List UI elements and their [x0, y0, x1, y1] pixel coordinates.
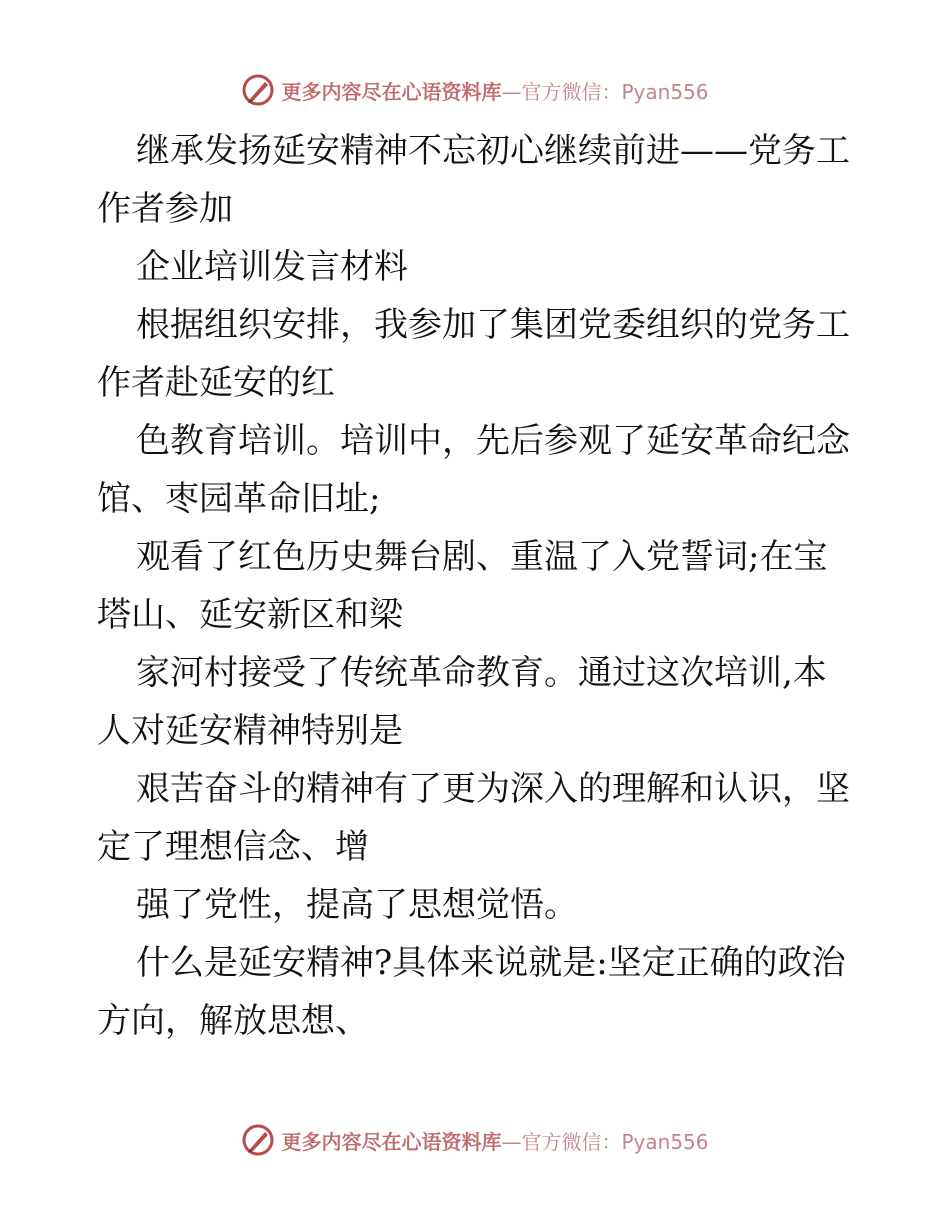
text-line: 家河村接受了传统革命教育。通过这次培训,本: [136, 653, 827, 693]
document-body: [97, 122, 857, 1050]
text-line: 馆、枣园革命旧址;: [97, 479, 381, 519]
pen-circle-logo-icon: [241, 73, 275, 107]
header-wechat-id: Pyan556: [621, 79, 709, 104]
text-line: 继承发扬延安精神不忘初心继续前进——党务工: [136, 131, 850, 171]
footer-site-text: 更多内容尽在心语资料库: [281, 1129, 502, 1154]
header-banner: [0, 70, 950, 110]
text-line: 人对延安精神特别是: [97, 711, 403, 751]
text-line: 根据组织安排，我参加了集团党委组织的党务工: [136, 305, 850, 345]
footer-separator: —: [501, 1129, 522, 1154]
text-line: 强了党性，提高了思想觉悟。: [136, 885, 578, 925]
text-line: 作者参加: [97, 189, 233, 229]
text-line: 定了理想信念、增: [97, 827, 369, 867]
text-line: 观看了红色历史舞台剧、重温了入党誓词;在宝: [136, 537, 828, 577]
text-line: 方向，解放思想、: [97, 1001, 369, 1041]
text-line: 色教育培训。培训中，先后参观了延安革命纪念: [136, 421, 850, 461]
footer-wechat-id: Pyan556: [621, 1129, 709, 1154]
footer-banner: [0, 1120, 950, 1160]
text-line: 企业培训发言材料: [136, 247, 408, 287]
header-wechat-label: 官方微信：: [521, 79, 622, 104]
text-line: 作者赴延安的红: [97, 363, 335, 403]
header-separator: —: [501, 79, 522, 104]
text-line: 塔山、延安新区和梁: [97, 595, 403, 635]
header-site-text: 更多内容尽在心语资料库: [281, 79, 502, 104]
header-text: [281, 76, 708, 105]
footer-wechat-label: 官方微信：: [521, 1129, 622, 1154]
footer-text: [281, 1126, 708, 1155]
pen-circle-logo-icon: [241, 1123, 275, 1157]
text-line: 艰苦奋斗的精神有了更为深入的理解和认识，坚: [136, 769, 850, 809]
text-line: 什么是延安精神?具体来说就是:坚定正确的政治: [136, 943, 846, 983]
